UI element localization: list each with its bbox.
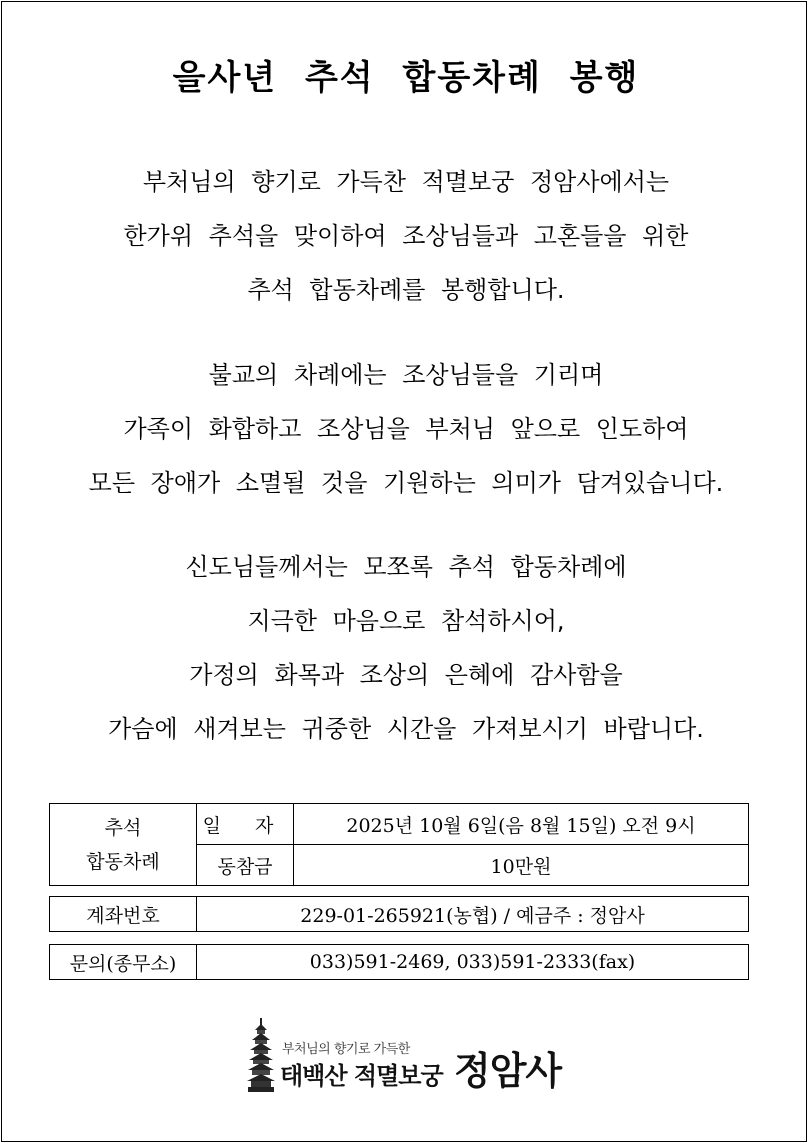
- paragraph-line: 지극한 마음으로 참석하시어,: [247, 607, 565, 635]
- event-label-line2: 합동차례: [86, 850, 160, 873]
- account-table: [49, 896, 749, 932]
- paragraph-line: 가슴에 새겨보는 귀중한 시간을 가져보시기 바랍니다.: [108, 715, 704, 743]
- table-row: [50, 945, 749, 980]
- contact-table: [49, 944, 749, 980]
- logo-name: 정암사: [454, 1049, 562, 1093]
- pagoda-icon: [246, 1018, 276, 1093]
- contact-value: 033)591-2469, 033)591-2333(fax): [197, 945, 749, 980]
- invitation-paragraph: [0, 540, 812, 756]
- fee-label: 동참금: [197, 845, 294, 886]
- page-title: 을사년 추석 합동차례 봉행: [172, 58, 640, 98]
- date-label: 일 자: [197, 804, 294, 845]
- table-row: [50, 804, 749, 845]
- paragraph-line: 모든 장애가 소멸될 것을 기원하는 의미가 담겨있습니다.: [88, 469, 724, 497]
- account-label: 계좌번호: [50, 897, 197, 932]
- account-value: 229-01-265921(농협) / 예금주 : 정암사: [197, 897, 749, 932]
- paragraph-line: 가족이 화합하고 조상님을 부처님 앞으로 인도하여: [123, 415, 689, 443]
- logo-tagline: 부처님의 향기로 가득한: [282, 1042, 410, 1057]
- table-row: [50, 897, 749, 932]
- paragraph-line: 신도님들께서는 모쪼록 추석 합동차례에: [185, 553, 627, 581]
- paragraph-line: 불교의 차례에는 조상님들을 기리며: [208, 361, 604, 389]
- date-value: 2025년 10월 6일(음 8월 15일) 오전 9시: [294, 804, 749, 845]
- event-info-table: [49, 803, 749, 886]
- event-label-cell: [50, 804, 197, 886]
- fee-value: 10만원: [294, 845, 749, 886]
- paragraph-line: 부처님의 향기로 가득찬 적멸보궁 정암사에서는: [142, 168, 670, 196]
- event-label-line1: 추석: [104, 816, 142, 839]
- paragraph-line: 추석 합동차례를 봉행합니다.: [247, 276, 565, 304]
- paragraph-line: 한가위 추석을 맞이하여 조상님들과 고혼들을 위한: [123, 222, 689, 250]
- intro-paragraph: [0, 155, 812, 317]
- temple-logo: [240, 1018, 580, 1093]
- contact-label: 문의(종무소): [50, 945, 197, 980]
- paragraph-line: 가정의 화목과 조상의 은혜에 감사함을: [189, 661, 623, 689]
- meaning-paragraph: [0, 348, 812, 510]
- logo-subtitle: 태백산 적멸보궁: [280, 1062, 443, 1090]
